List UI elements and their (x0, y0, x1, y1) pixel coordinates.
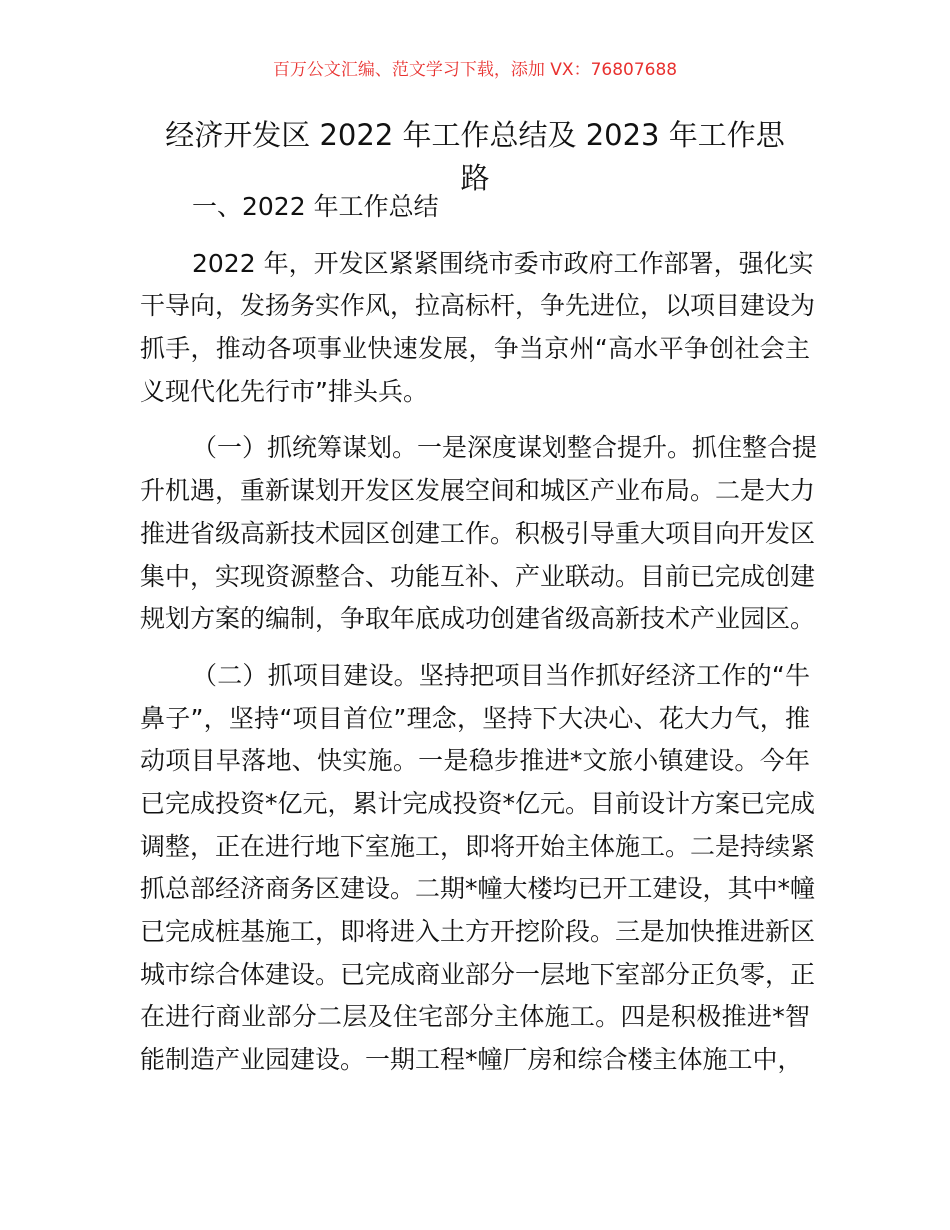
paragraph-line: 升机遇，重新谋划开发区发展空间和城区产业布局。二是大力 (140, 476, 816, 506)
paragraph-line: 规划方案的编制，争取年底成功创建省级高新技术产业园区。 (140, 604, 816, 634)
paragraph-line: （二）抓项目建设。坚持把项目当作抓好经济工作的“牛 (192, 660, 810, 690)
paragraph-line: 已完成投资*亿元，累计完成投资*亿元。目前设计方案已完成 (140, 788, 816, 818)
paragraph-line: 抓手，推动各项事业快速发展，争当京州“高水平争创社会主 (140, 334, 810, 364)
paragraph-line: 抓总部经济商务区建设。二期*幢大楼均已开工建设，其中*幢 (140, 874, 816, 904)
section-heading-text: 一、2022 年工作总结 (192, 192, 439, 221)
paragraph (140, 655, 816, 1082)
paragraph-line: 2022 年，开发区紧紧围绕市委市政府工作部署，强化实 (192, 248, 814, 278)
paragraph-line: 推进省级高新技术园区创建工作。积极引导重大项目向开发区 (140, 518, 816, 548)
paragraph (140, 427, 818, 640)
paragraph-line: 鼻子”，坚持“项目首位”理念，坚持下大决心、花大力气，推 (140, 703, 810, 733)
paragraph-line: 城市综合体建设。已完成商业部分一层地下室部分正负零，正 (140, 959, 816, 989)
watermark-banner: 百万公文汇编、范文学习下载，添加 VX：76807688 (272, 60, 678, 80)
document-body (140, 186, 818, 1096)
paragraph-line: 调整，正在进行地下室施工，即将开始主体施工。二是持续紧 (140, 831, 816, 861)
paragraph-line: 干导向，发扬务实作风，拉高标杆，争先进位，以项目建设为 (140, 291, 816, 321)
title-line-1: 经济开发区 2022 年工作总结及 2023 年工作思 (165, 118, 785, 152)
paragraph-line: 动项目早落地、快实施。一是稳步推进*文旅小镇建设。今年 (140, 746, 810, 776)
paragraph-line: 能制造产业园建设。一期工程*幢厂房和综合楼主体施工中， (140, 1045, 803, 1075)
title-line-2: 路 (460, 161, 490, 195)
paragraph-line: 义现代化先行市”排头兵。 (140, 376, 428, 406)
paragraph-line: （一）抓统筹谋划。一是深度谋划整合提升。抓住整合提 (192, 433, 818, 463)
paragraph-line: 集中，实现资源整合、功能互补、产业联动。目前已完成创建 (140, 561, 816, 591)
paragraph-line: 已完成桩基施工，即将进入土方开挖阶段。三是加快推进新区 (140, 917, 816, 946)
section-heading (140, 186, 810, 229)
paragraph (140, 243, 816, 414)
paragraph-line: 在进行商业部分二层及住宅部分主体施工。四是积极推进*智 (140, 1002, 810, 1032)
